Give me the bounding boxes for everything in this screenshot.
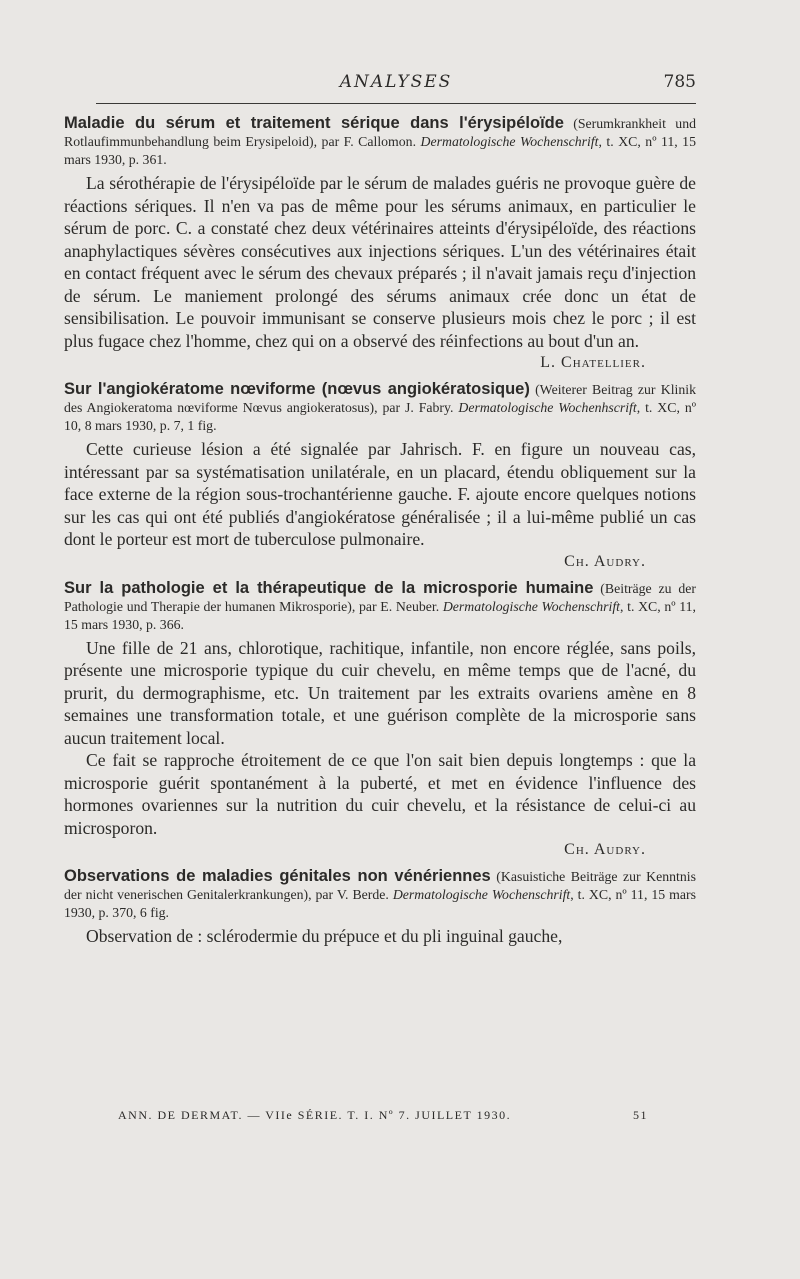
article-citation: , t. XC, nº 11, 15 mars 1930, p. 366.	[64, 598, 696, 632]
article-reference: (Beiträge zu der Pathologie und Therapie der humanen Mikrosporie), par E. Neuber.	[64, 580, 696, 614]
article-citation: , t. XC, nº 11, 15 mars 1930, p. 361.	[64, 134, 696, 167]
header-rule	[96, 103, 696, 104]
article-signature: L. Chatellier.	[540, 354, 646, 371]
article-paragraph: Observation de : sclérodermie du prépuce et du pli inguinal gauche,	[86, 926, 563, 946]
article-heading	[64, 380, 696, 435]
article-title: Sur la pathologie et la thérapeutique de la microsporie humaine	[64, 578, 594, 597]
article-heading	[64, 114, 696, 169]
article-reference: (Serumkrankheit und Rotlaufimmunbehandlung beim Erysipeloid), par F. Callomon.	[64, 116, 696, 149]
article	[64, 867, 696, 948]
journal-name: Dermatologische Wochenschrift	[420, 134, 599, 149]
article	[64, 114, 696, 372]
article	[64, 380, 696, 571]
footer-citation: ANN. DE DERMAT. — VIIe SÉRIE. T. I. Nº 7. JUILLET 1930.	[118, 1108, 512, 1122]
article-title: Observations de maladies génitales non vénériennes	[64, 867, 491, 885]
article-paragraph: Une fille de 21 ans, chlorotique, rachitique, infantile, non encore réglée, sans poils, présente une microsporie typique du cuir chevelu, en même temps que de l'acné, du prurit, du dermographisme, etc. Un traitement par les extraits ovariens amène en 8 semaines une transformation totale, et une guérison complète de la microsporie sans aucun traitement local.	[64, 637, 696, 748]
article-signature: Ch. Audry.	[564, 552, 646, 570]
article-title: Maladie du sérum et traitement sérique dans l'érysipéloïde	[64, 114, 564, 132]
running-head	[96, 72, 696, 98]
page-number: 785	[663, 72, 696, 92]
article-reference: (Weiterer Beitrag zur Klinik des Angiokeratoma nœviforme Nœvus angiokeratosus), par J. Fabry.	[64, 382, 696, 415]
footer-signature-mark: 51	[633, 1108, 648, 1122]
article-reference: (Kasuistiche Beiträge zur Kenntnis der nicht venerischen Genitalerkrankungen), par V. Berde.	[64, 869, 696, 902]
article-paragraph: Cette curieuse lésion a été signalée par Jahrisch. F. en figure un nouveau cas, intéressant par sa systématisation unilatérale, en un placard, étendu obliquement sur la face externe de la région sous-trochantérienne gauche. F. ajoute encore quelques notions sur les cas qui ont été publiés d'angiokératose généralisée ; il a lui-même publié un cas dont le porteur est mort de tuberculose pulmonaire.	[64, 439, 696, 549]
journal-name: Dermatologische Wochenhscrift	[458, 400, 637, 415]
article-heading	[64, 579, 696, 634]
article-column	[64, 114, 696, 956]
article	[64, 579, 696, 860]
journal-name: Dermatologische Wochenschrift	[442, 598, 620, 614]
article-paragraph: Ce fait se rapproche étroitement de ce que l'on sait bien depuis longtemps : que la microsporie guérit spontanément à la puberté, et met en évidence l'influence des hormones ovariennes sur la nutrition du cuir chevelu, et la résistance de celui-ci au microsporon.	[64, 750, 696, 838]
page-footer	[118, 1108, 648, 1126]
article-signature: Ch. Audry.	[564, 841, 646, 858]
article-title: Sur l'angiokératome nœviforme (nœvus angiokératosique)	[64, 380, 530, 398]
journal-name: Dermatologische Wochenschrift	[392, 887, 571, 902]
article-heading	[64, 867, 696, 922]
article-citation: , t. XC, nº 10, 8 mars 1930, p. 7, 1 fig.	[64, 400, 696, 433]
running-head-title: ANALYSES	[339, 72, 453, 92]
article-citation: , t. XC, nº 11, 15 mars 1930, p. 370, 6 fig.	[64, 887, 696, 920]
article-paragraph: La sérothérapie de l'érysipéloïde par le sérum de malades guéris ne provoque guère de réactions sériques. Il n'en va pas de même pour les sérums animaux, en particulier le sérum de porc. C. a constaté chez deux vétérinaires atteints d'érysipéloïde, des réactions anaphylactiques sévères consécutives aux injections sériques. L'un des vétérinaires était en contact fréquent avec le sérum des chevaux préparés ; il n'avait jamais reçu d'injection de sérum. Le maniement prolongé des sérums animaux crée donc un état de sensibilisation. Le pouvoir immunisant se conserve plusieurs mois chez le porc ; il est plus fugace chez l'homme, chez qui on a observé des réinfections au bout d'un an.	[64, 173, 696, 351]
